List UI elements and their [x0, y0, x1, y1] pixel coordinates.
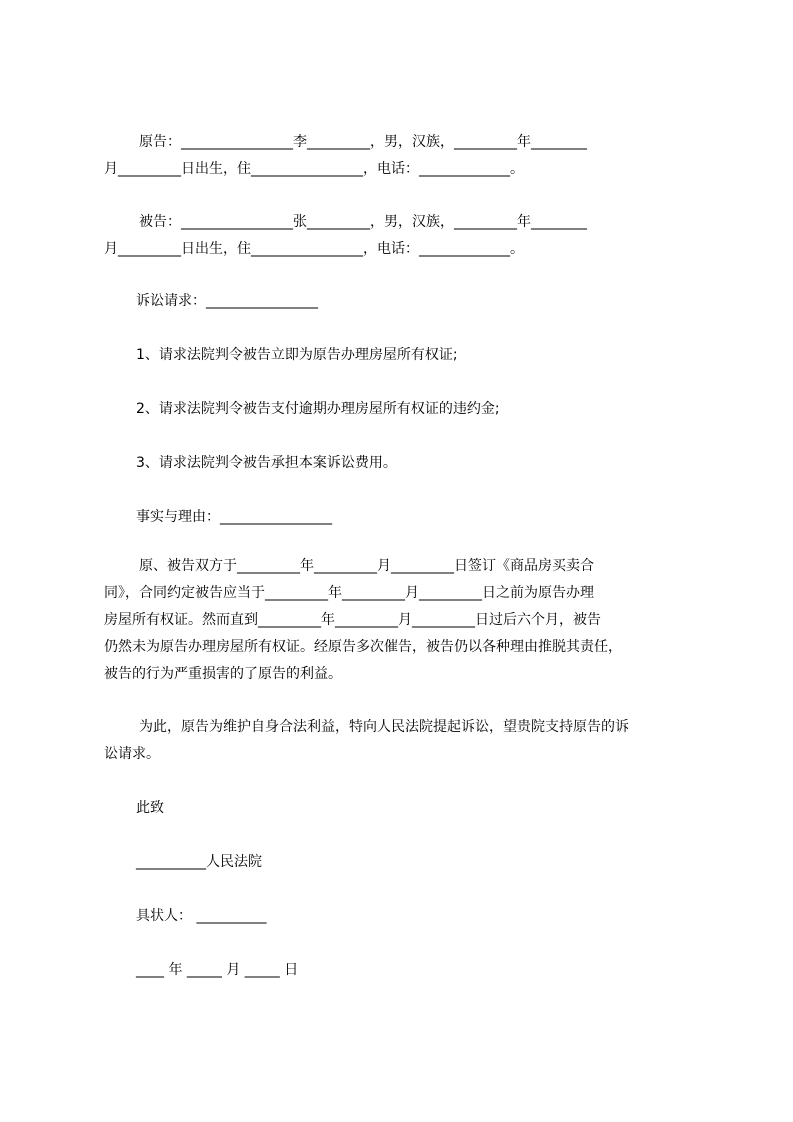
conclusion-line-2: 讼请求。 — [104, 746, 160, 762]
conclusion-line-1: 为此，原告为维护自身合法利益，特向人民法院提起诉讼，望贵院支持原告的诉 — [139, 719, 629, 735]
facts-line-1: 原、被告双方于_________年_________月_________日签订《商品房买卖合 — [139, 558, 594, 574]
date-line: ____ 年 _____ 月 _____ 日 — [136, 962, 299, 978]
facts-heading: 事实与理由：________________ — [136, 509, 332, 525]
closing-salutation: 此致 — [136, 800, 164, 816]
claim-item-3: 3、请求法院判令被告承担本案诉讼费用。 — [136, 455, 397, 471]
facts-line-4: 仍然未为原告办理房屋所有权证。经原告多次催告，被告仍以各种理由推脱其责任， — [104, 639, 622, 655]
claim-item-2: 2、请求法院判令被告支付逾期办理房屋所有权证的违约金; — [136, 401, 500, 417]
signer-line: 具状人： __________ — [136, 908, 267, 924]
claim-item-1: 1、请求法院判令被告立即为原告办理房屋所有权证; — [136, 347, 458, 363]
plaintiff-line-2: 月_________日出生，住________________，电话：_____________。 — [104, 161, 524, 177]
facts-line-5: 被告的行为严重损害的了原告的利益。 — [104, 666, 342, 682]
facts-line-3: 房屋所有权证。然而直到_________年_________月_________日过后六个月，被告 — [104, 612, 601, 628]
claims-heading: 诉讼请求：________________ — [136, 293, 318, 309]
facts-line-2: 同》，合同约定被告应当于_________年_________月_________日之前为原告办理 — [104, 585, 594, 601]
defendant-line-2: 月_________日出生，住________________，电话：_____________。 — [104, 241, 524, 257]
defendant-line-1: 被告：________________张_________，男，汉族，_________年________ — [139, 214, 587, 230]
plaintiff-line-1: 原告：________________李_________，男，汉族，_________年________ — [139, 134, 587, 150]
court-name: __________人民法院 — [136, 854, 262, 870]
